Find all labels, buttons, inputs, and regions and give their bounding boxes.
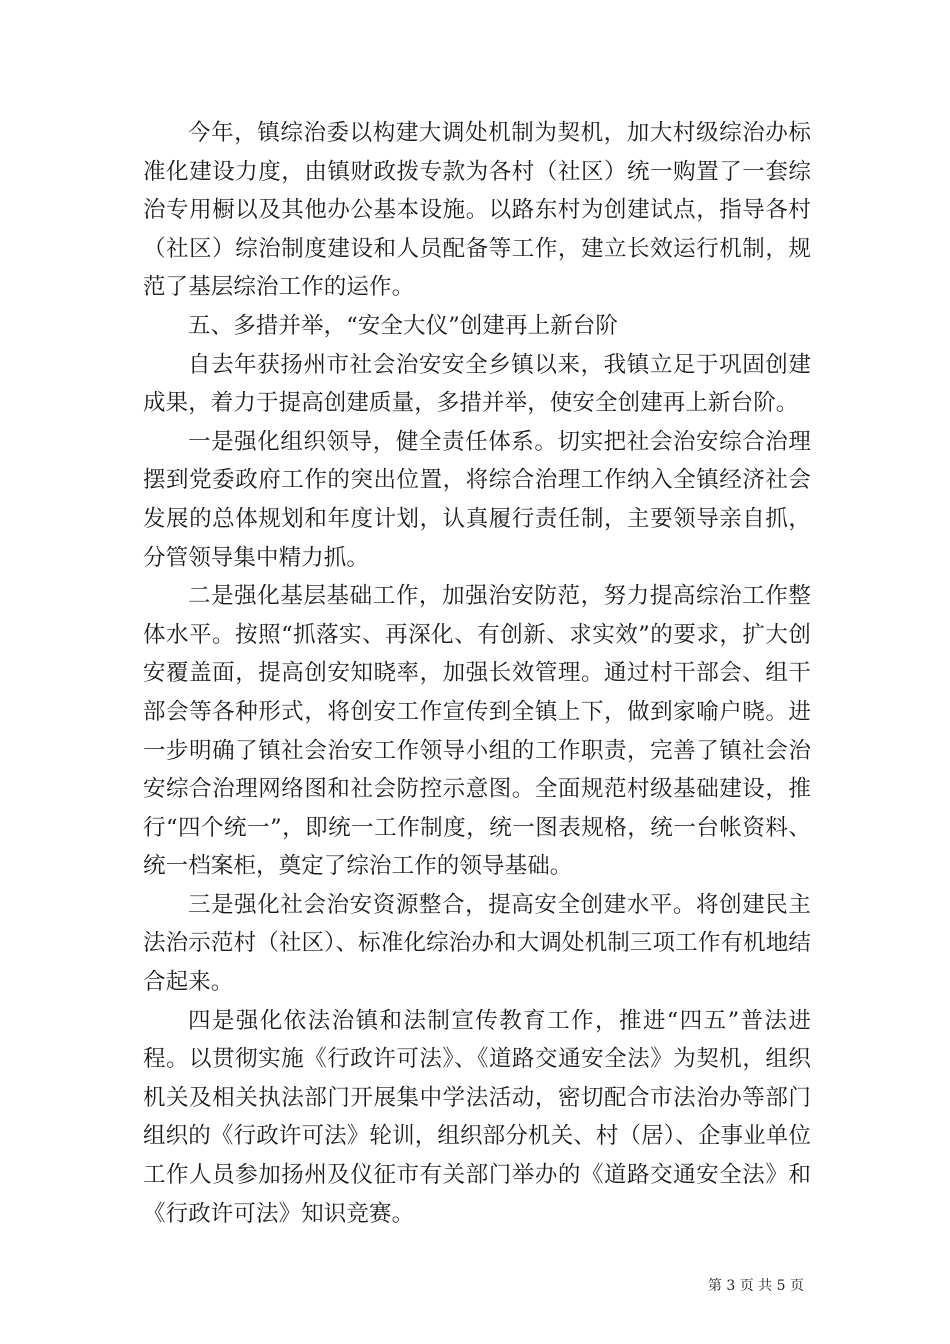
paragraph-point-two: 二是强化基层基础工作，加强治安防范，努力提高综治工作整体水平。按照“抓落实、再深化、有创新、求实效”的要求，扩大创安覆盖面，提高创安知晓率，加强长效管理。通过村干部会、组干部会等各种形式，将创安工作宣传到全镇上下，做到家喻户晓。进一步明确了镇社会治安工作领导小组的工作职责，完善了镇社会治安综合治理网络图和社会防控示意图。全面规范村级基础建设，推行“四个统一”，即统一工作制度，统一图表规格，统一台帐资料、统一档案柜，奠定了综治工作的领导基础。 xyxy=(143,583,811,880)
page-number: 第 3 页 共 5 页 xyxy=(707,1278,804,1294)
section-heading-five: 五、多措并举，“安全大仪”创建再上新台阶 xyxy=(188,312,619,339)
paragraph-point-four: 四是强化依法治镇和法制宣传教育工作，推进“四五”普法进程。以贯彻实施《行政许可法》、《道路交通安全法》为契机，组织机关及相关执法部门开展集中学法活动，密切配合市法治办等部门组织的《行政许可法》轮训，组织部分机关、村（居）、企事业单位工作人员参加扬州及仪征市有关部门举办的《道路交通安全法》和《行政许可法》知识竞赛。 xyxy=(143,1007,811,1227)
document-body xyxy=(143,114,811,1233)
paragraph-safety-intro: 自去年获扬州市社会治安安全乡镇以来，我镇立足于巩固创建成果，着力于提高创建质量，多措并举，使安全创建再上新台阶。 xyxy=(143,351,811,417)
paragraph-point-three: 三是强化社会治安资源整合，提高安全创建水平。将创建民主法治示范村（社区）、标准化综治办和大调处机制三项工作有机地结合起来。 xyxy=(143,891,811,996)
paragraph-general-intro: 今年，镇综治委以构建大调处机制为契机，加大村级综治办标准化建设力度，由镇财政拨专款为各村（社区）统一购置了一套综治专用橱以及其他办公基本设施。以路东村为创建试点，指导各村（社区）综治制度建设和人员配备等工作，建立长效运行机制，规范了基层综治工作的运作。 xyxy=(143,120,811,301)
paragraph-point-one: 一是强化组织领导，健全责任体系。切实把社会治安综合治理摆到党委政府工作的突出位置，将综合治理工作纳入全镇经济社会发展的总体规划和年度计划，认真履行责任制，主要领导亲自抓，分管领导集中精力抓。 xyxy=(143,428,811,571)
